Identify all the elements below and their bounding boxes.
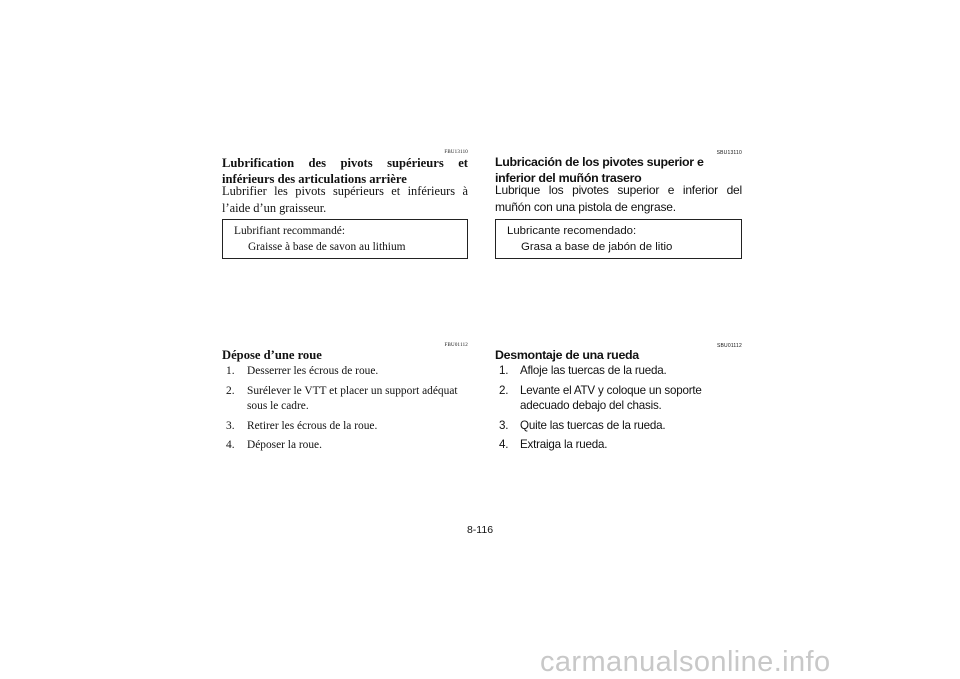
- step-text: Surélever le VTT et placer un support adéquat sous le cadre.: [247, 384, 458, 412]
- list-item: [495, 383, 742, 414]
- lubricant-label: Lubricante recomendado:: [507, 225, 637, 237]
- step-number: 2.: [499, 383, 509, 397]
- list-item: [495, 363, 742, 379]
- steps-list: [222, 364, 468, 458]
- lubricant-value: Grasa a base de jabón de litio: [521, 241, 673, 253]
- step-number: 4.: [499, 438, 509, 451]
- step-text: Desserrer les écrous de roue.: [247, 365, 379, 377]
- section-heading: Lubricación de los pivotes superior e inferior del muñón trasero: [495, 155, 704, 185]
- step-number: 3.: [499, 418, 509, 432]
- list-item: [495, 418, 742, 434]
- step-number: 3.: [226, 419, 235, 432]
- step-text: Déposer la roue.: [247, 439, 322, 451]
- list-item: [222, 364, 468, 380]
- page-number: 8-116: [466, 524, 494, 536]
- list-item: [222, 438, 468, 454]
- list-item: [222, 419, 468, 435]
- section-heading: Lubrification des pivots supérieurs et inférieurs des articulations arrière: [222, 156, 468, 186]
- watermark: carmanualsonline.info: [540, 646, 831, 678]
- steps-list: [495, 363, 742, 457]
- step-text: Retirer les écrous de la roue.: [247, 419, 378, 432]
- section-code: FBU01112: [444, 343, 468, 348]
- step-number: 2.: [226, 384, 235, 397]
- section-body: Lubrique los pivotes superior e inferior del muñón con una pistola de engrase.: [495, 183, 742, 214]
- lubricant-value: Graisse à base de savon au lithium: [248, 241, 406, 253]
- step-number: 4.: [226, 439, 235, 451]
- section-heading: Dépose d’une roue: [222, 348, 322, 362]
- section-body: Lubrifier les pivots supérieurs et inférieurs à l’aide d’un graisseur.: [222, 184, 468, 215]
- lubricant-label: Lubrifiant recommandé:: [234, 225, 346, 237]
- list-item: [222, 384, 468, 415]
- section-code: SBU01112: [716, 343, 742, 349]
- section-code: SBU13110: [716, 150, 742, 156]
- lubricant-box: [495, 219, 742, 259]
- section-code: FBU13110: [444, 150, 468, 155]
- section-heading: Desmontaje de una rueda: [495, 348, 639, 362]
- step-number: 1.: [499, 364, 509, 377]
- step-text: Quite las tuercas de la rueda.: [520, 418, 666, 432]
- step-text: Afloje las tuercas de la rueda.: [520, 364, 667, 377]
- step-text: Levante el ATV y coloque un soporte adecuado debajo del chasis.: [520, 383, 702, 412]
- step-number: 1.: [226, 365, 235, 377]
- step-text: Extraiga la rueda.: [520, 438, 608, 451]
- lubricant-box: [222, 219, 468, 259]
- list-item: [495, 437, 742, 453]
